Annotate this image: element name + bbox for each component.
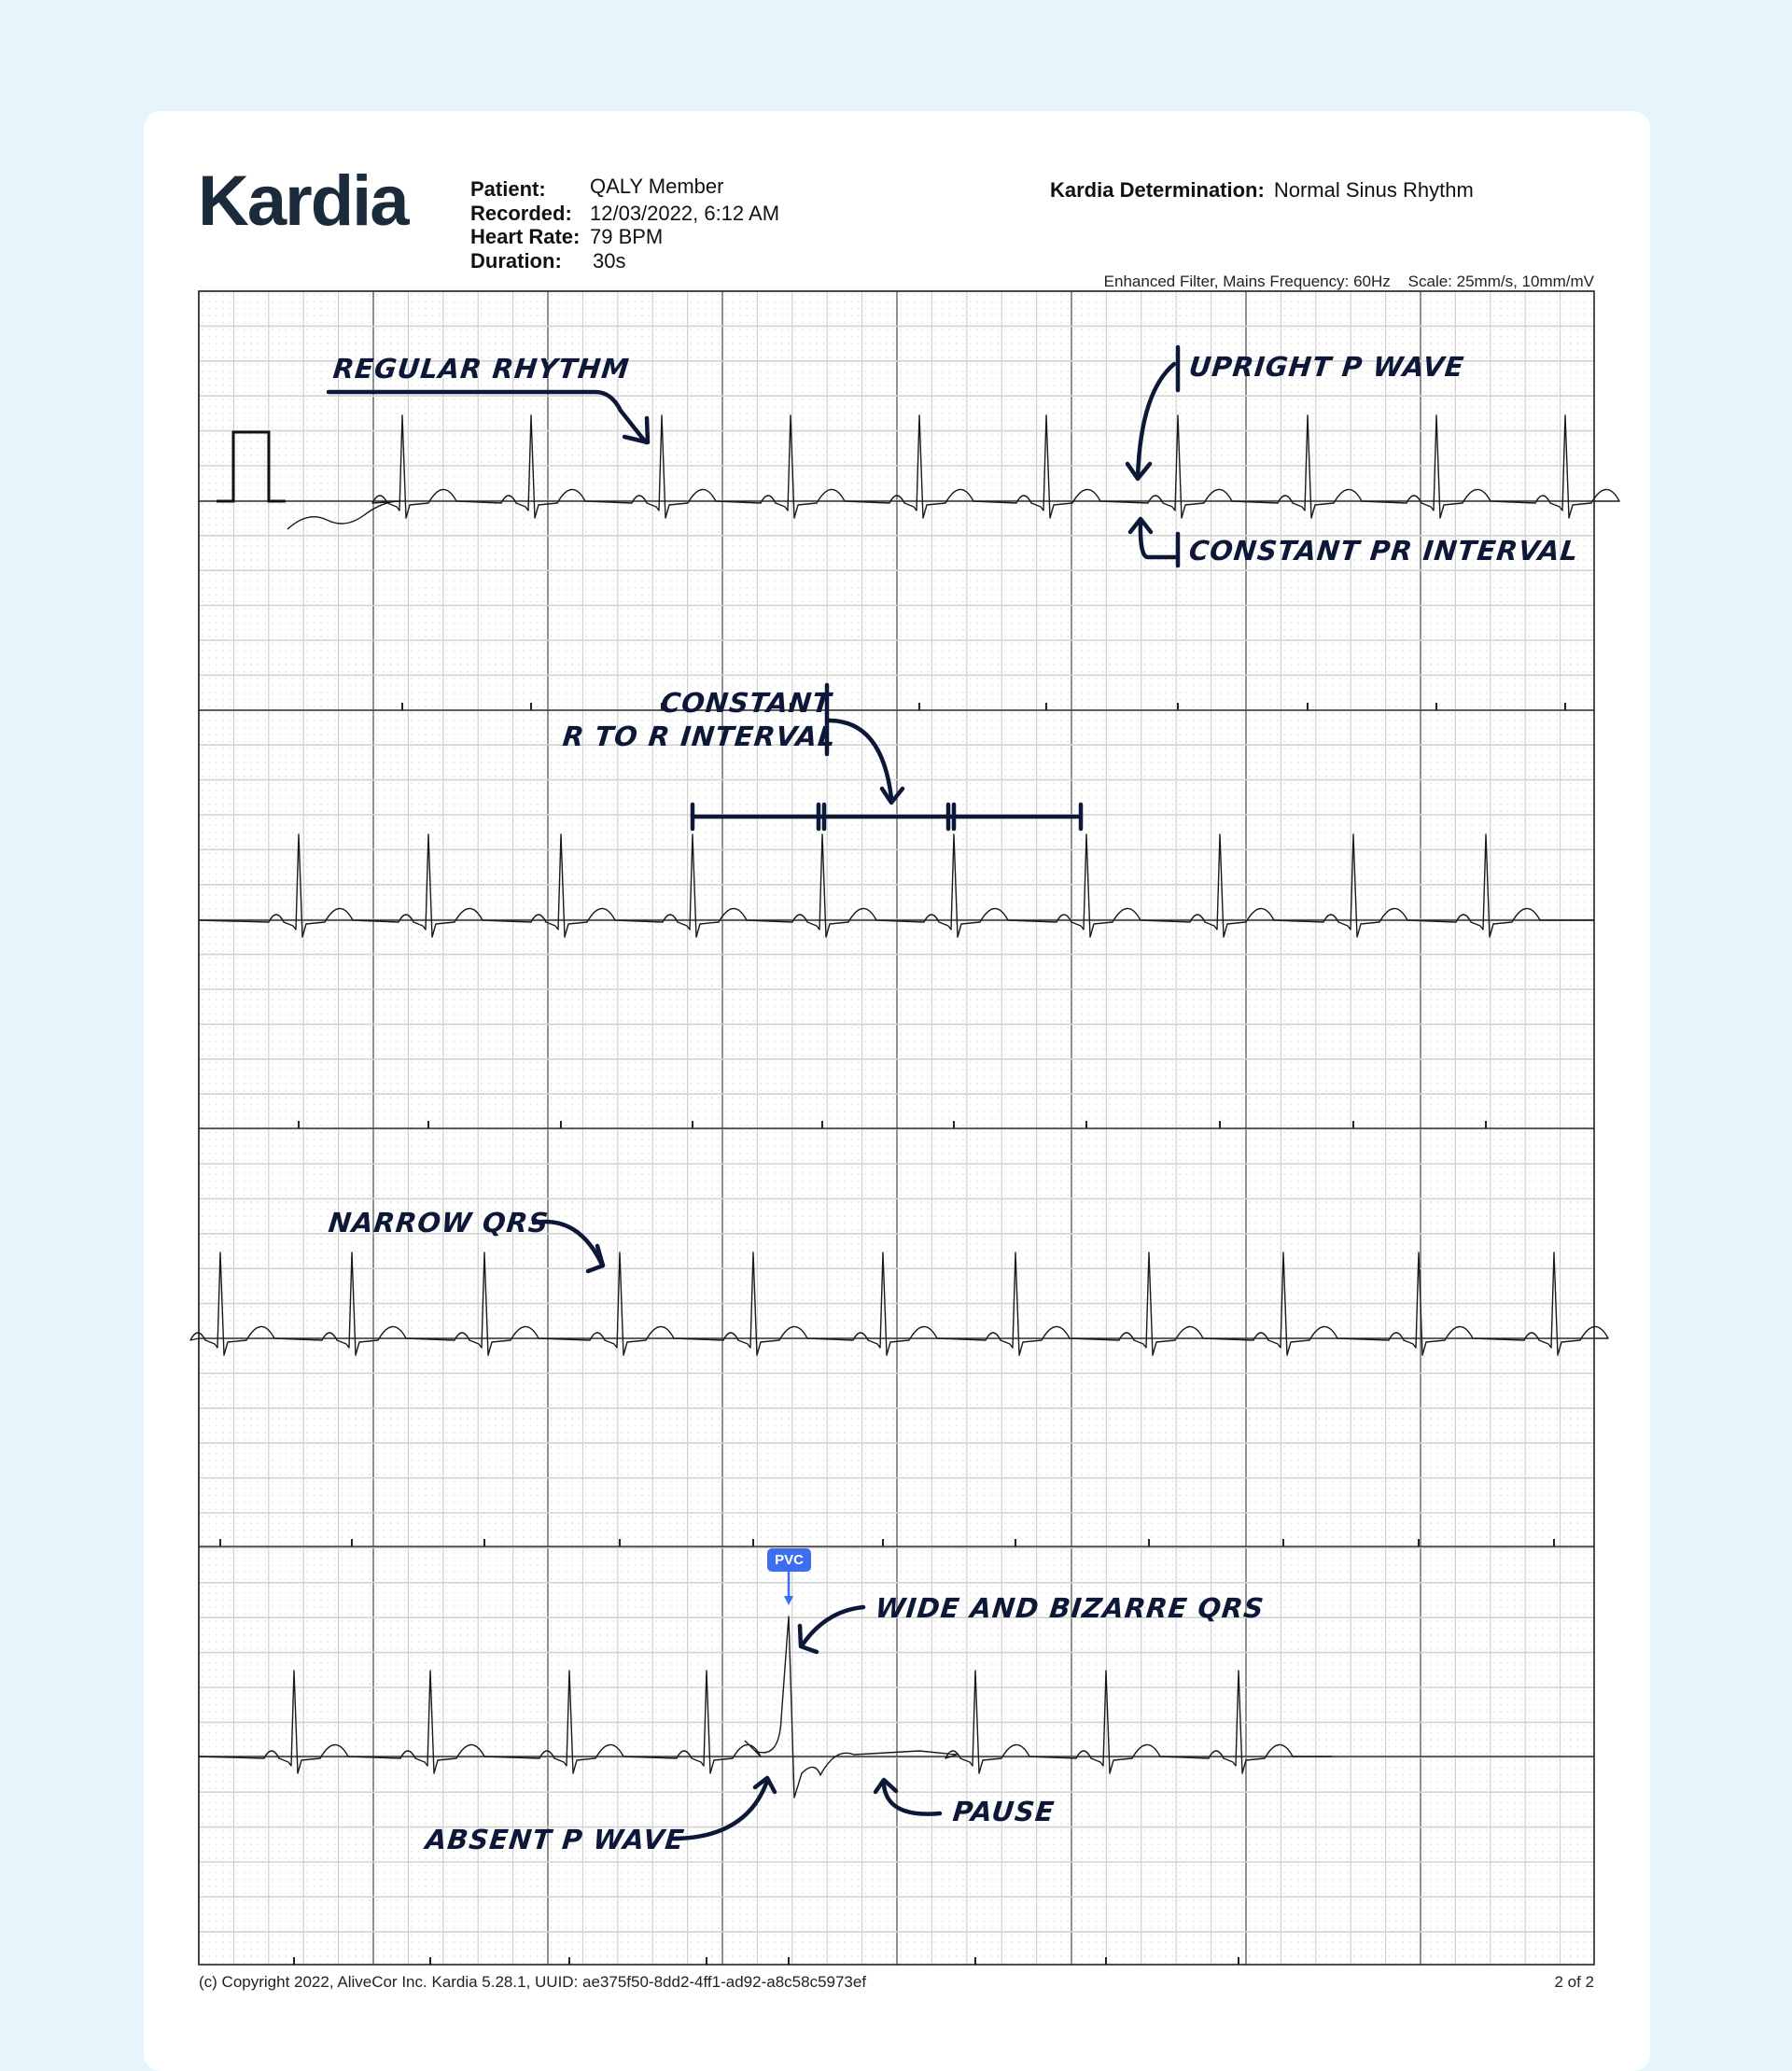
annotation-constant-label: CONSTANT [659,687,833,719]
pvc-badge[interactable]: PVC [767,1548,811,1572]
kardia-logo: Kardia [198,161,408,241]
annotation-pause: PAUSE [951,1796,1057,1827]
annotation-constant-pr-interval: CONSTANT PR INTERVAL [1187,535,1581,567]
heart-rate-label: Heart Rate: [470,225,581,248]
annotation-r-to-r-interval: R TO R INTERVAL [561,721,838,752]
recorded-label: Recorded: [470,201,572,225]
page-number: 2 of 2 [1554,1973,1594,1991]
annotation-upright-p-wave: UPRIGHT P WAVE [1187,351,1466,383]
copyright-footer: (c) Copyright 2022, AliveCor Inc. Kardia 5.28.1, UUID: ae375f50-8dd2-4ff1-ad92-a8c58c5973ef [199,1973,867,1991]
determination-value: Normal Sinus Rhythm [1273,178,1474,202]
heart-rate-value: 79 BPM [590,225,664,248]
annotation-absent-p-wave: ABSENT P WAVE [424,1824,687,1855]
annotation-narrow-qrs: NARROW QRS [327,1207,551,1238]
determination-label: Kardia Determination: [1050,178,1265,202]
recorded-value: 12/03/2022, 6:12 AM [590,201,780,225]
annotation-regular-rhythm: REGULAR RHYTHM [331,353,632,385]
duration-label: Duration: [470,248,562,273]
patient-value: QALY Member [590,175,724,198]
patient-label: Patient: [470,177,546,201]
duration-value: 30s [593,248,626,273]
annotation-wide-bizarre-qrs: WIDE AND BIZARRE QRS [874,1592,1267,1624]
filter-scale-info: Enhanced Filter, Mains Frequency: 60Hz Scale: 25mm/s, 10mm/mV [1103,273,1594,290]
